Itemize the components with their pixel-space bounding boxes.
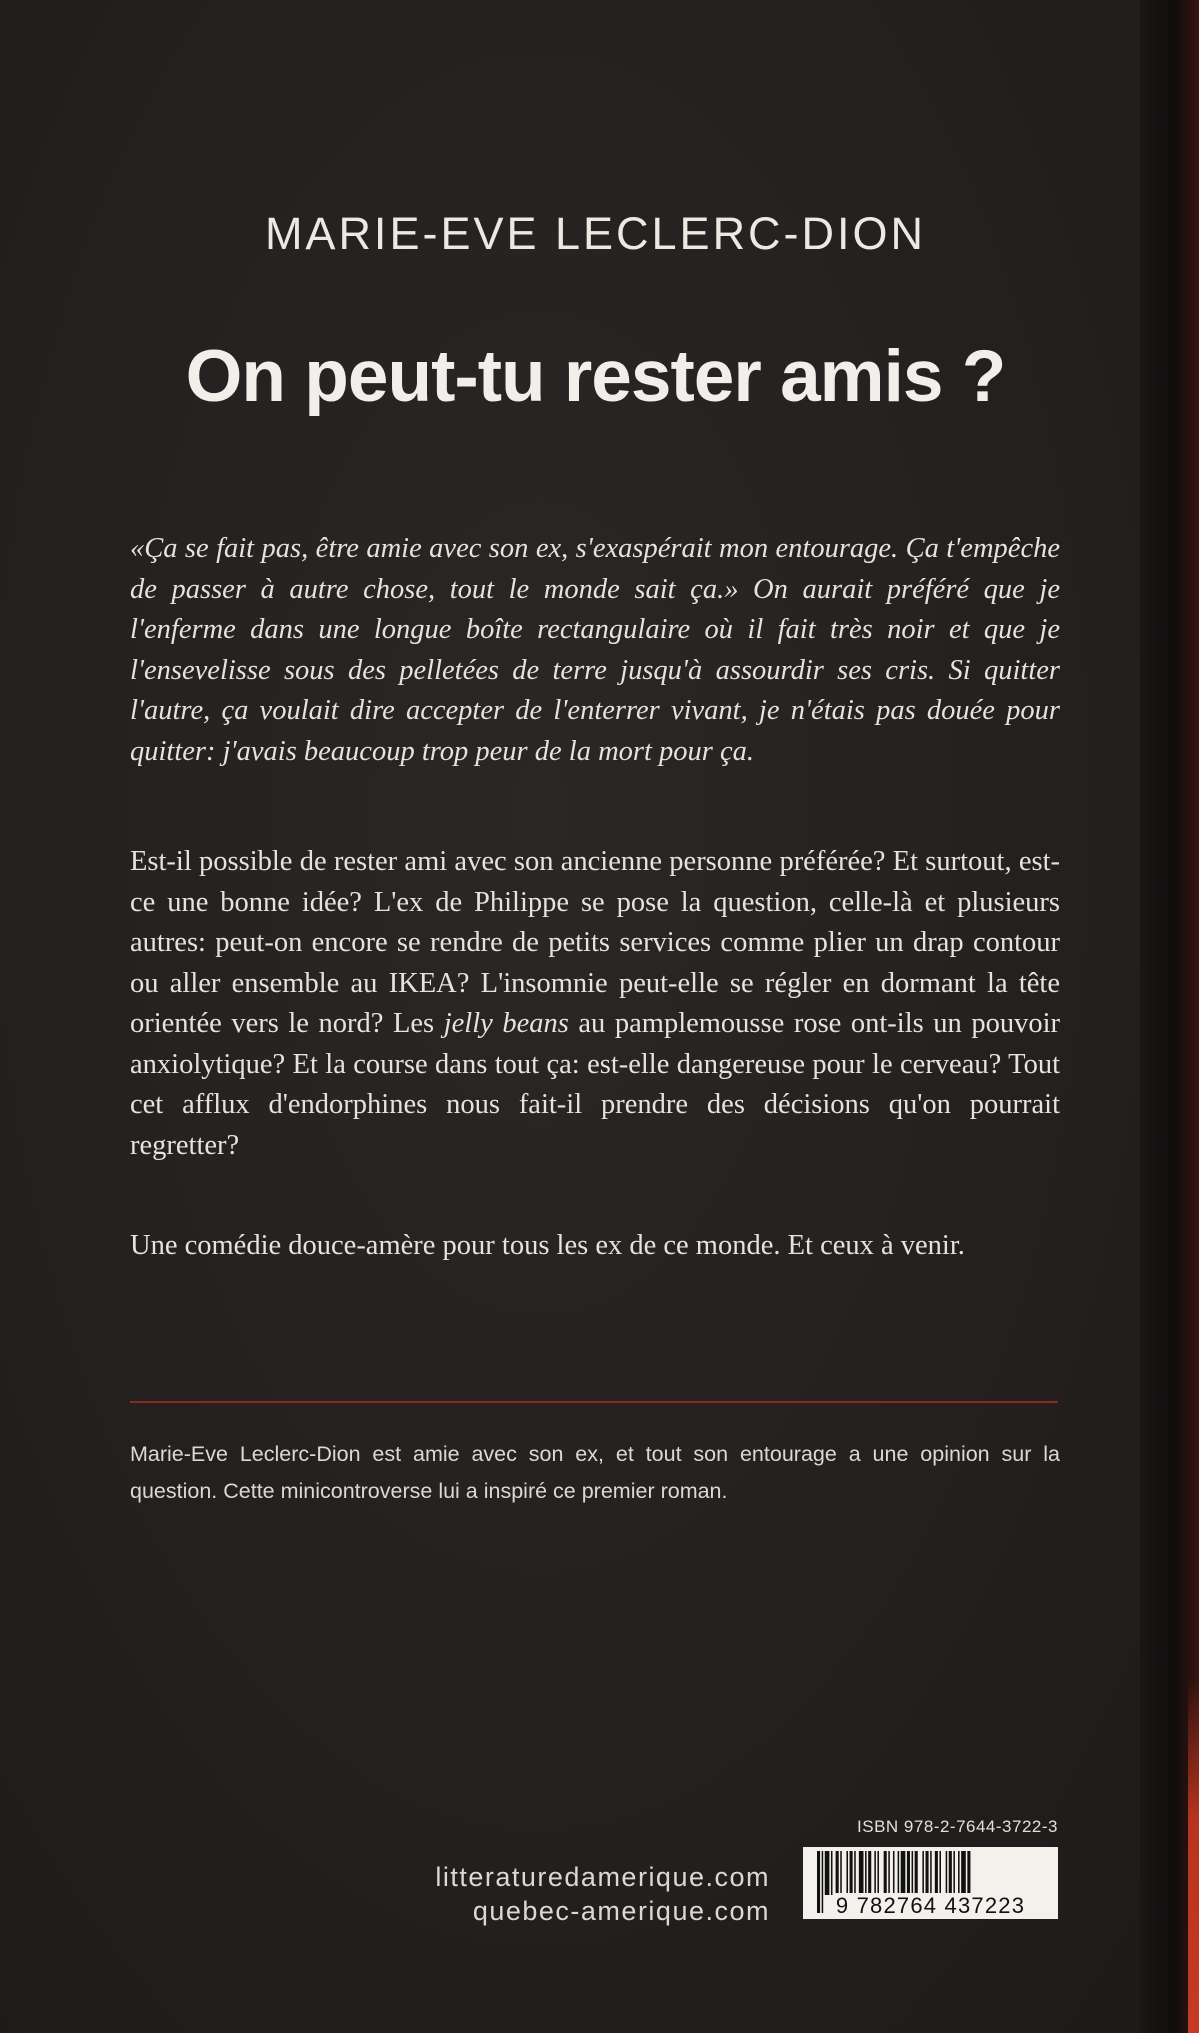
excerpt-quote-text: «Ça se fait pas, être amie avec son ex, s'exaspérait mon entourage. Ça t'empêche de passer à autre chose, tout le monde sait ça.» On aurait préféré que je l'enferme dans une longue boîte rectangulaire où il fait très noir et que je l'ensevelisse sous des pelletées de terre jusqu'à assourdir ses cris. Si quitter l'autre, ça voulait dire accepter de l'enterrer vivant, je n'étais pas douée pour quitter: j'avais beaucoup trop peur de la mort pour ça. [130,533,1060,767]
barcode-bar [915,1851,918,1895]
website-link[interactable]: litteraturedamerique.com [435,1862,770,1892]
author-name: MARIE-EVE LECLERC-DION [264,208,927,259]
barcode-digits-text: 9 782764 437223 [835,1893,1026,1918]
barcode-bar [946,1851,948,1895]
excerpt-quote [130,529,1060,772]
barcode [803,1847,1058,1919]
isbn-label: ISBN 978-2-7644-3722-3 [857,1817,1058,1836]
barcode-bar [859,1851,864,1895]
barcode-bar [868,1851,871,1895]
barcode-bar [850,1851,853,1895]
synopsis-text-part1: Est-il possible de rester ami avec son ancienne personne préférée? Et surtout, est-ce une bonne idée? L'ex de Philippe se pose la question, celle-là et plusieurs autres: peut-on encore se rendre de petits services comme plier un drap contour ou aller ensemble au IKEA? L'insomnie peut-elle se régler en dormant la tête orientée vers le nord? Les [130,846,1060,1039]
author-bio: Marie-Eve Leclerc-Dion est amie avec son ex, et tout son entourage a une opinion sur la question. Cette minicontroverse lui a inspiré ce premier roman. [130,1442,1060,1503]
barcode-bar [854,1851,856,1895]
synopsis-italic: jelly beans [443,1008,569,1039]
barcode-bar [846,1851,848,1895]
barcode-bar [825,1851,830,1895]
barcode-bar [840,1851,842,1895]
barcode-bar [884,1851,887,1895]
barcode-bar [935,1851,938,1895]
barcode-bar [888,1851,890,1895]
publisher-websites [380,1860,770,1928]
section-divider [130,1401,1058,1403]
barcode-bar [922,1851,924,1895]
barcode-bar [836,1851,839,1895]
synopsis-text [130,842,1060,1166]
barcode-bar [907,1851,910,1895]
barcode-bar [953,1851,955,1895]
barcode-digits [803,1893,1058,1919]
barcode-bar [865,1851,867,1895]
tagline-text: Une comédie douce-amère pour tous les ex de ce monde. Et ceux à venir. [130,1230,965,1261]
barcode-bar [949,1851,952,1895]
barcode-bar [874,1851,876,1895]
book-title: On peut-tu rester amis ? [185,336,1006,417]
synopsis-paragraph [130,842,1060,1166]
barcode-bar [930,1851,932,1895]
barcode-bar [877,1851,879,1895]
synopsis-text-part2: au pamplemousse rose ont-ils un pouvoir anxiolytique? Et la course dans tout ça: est-elle dangereuse pour le cerveau? Tout cet afflux d'endorphines nous fait-il prendre des décisions qu'on pourrait regretter? [130,1008,1061,1161]
spine-accent [1188,1680,1199,2033]
barcode-bar [898,1851,900,1895]
barcode-bar [926,1851,929,1895]
website-link[interactable]: quebec-amerique.com [472,1896,770,1926]
barcode-bar [831,1851,833,1895]
barcode-bar [912,1851,914,1895]
barcode-bar [901,1851,906,1895]
barcode-bar [958,1851,960,1895]
tagline-paragraph [130,1226,1060,1267]
barcode-bar [939,1851,941,1895]
